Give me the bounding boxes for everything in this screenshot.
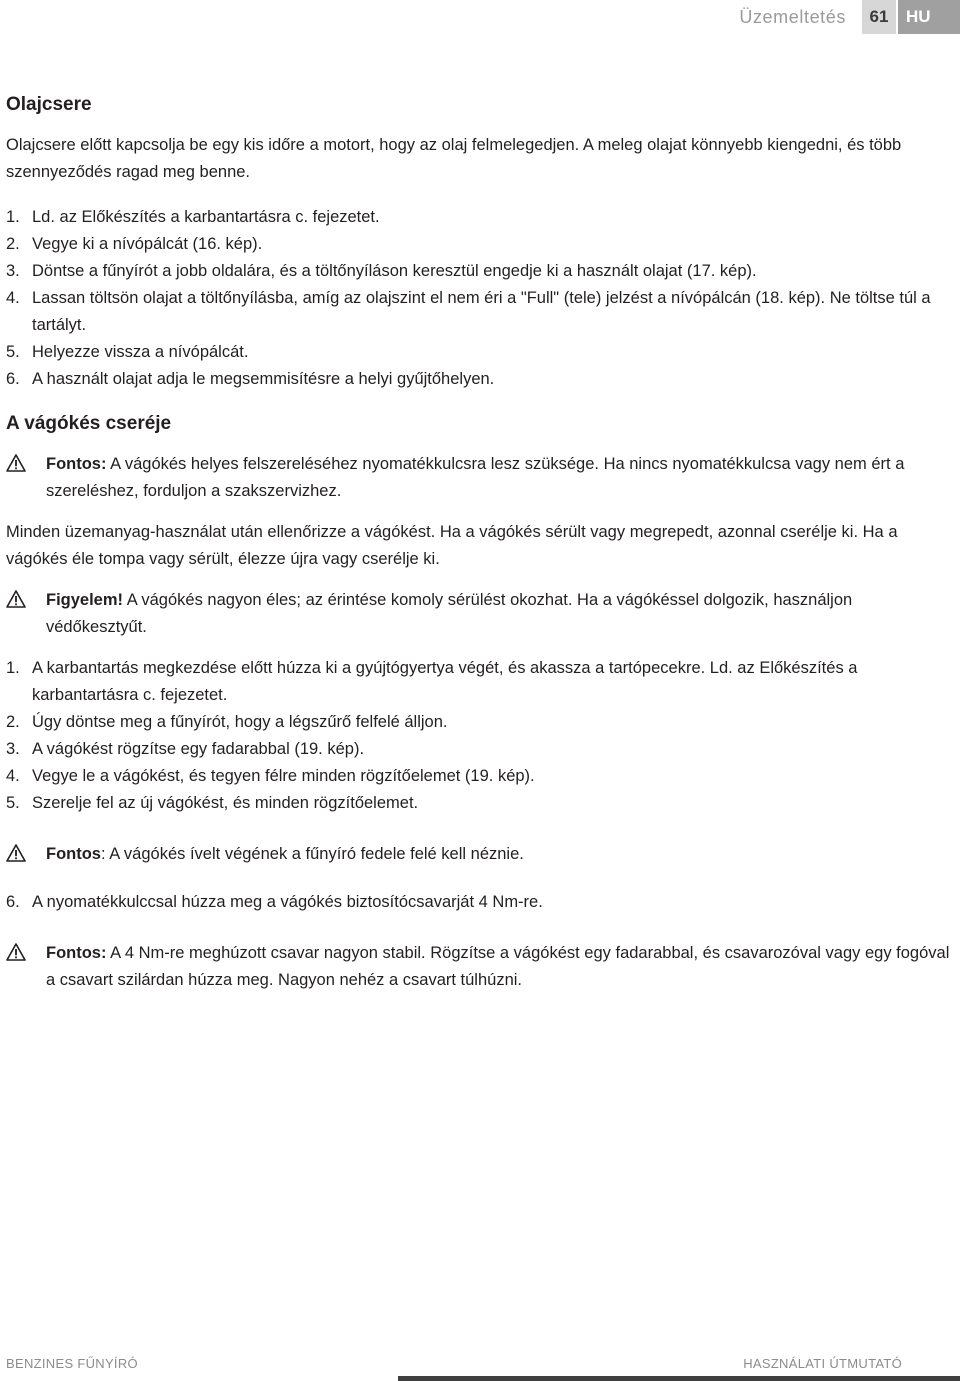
warning-icon xyxy=(6,451,46,505)
footer-bar xyxy=(398,1376,960,1381)
footer-document-type: HASZNÁLATI ÚTMUTATÓ xyxy=(743,1356,902,1371)
oil-intro: Olajcsere előtt kapcsolja be egy kis időre a motort, hogy az olaj felmelegedjen. A meleg olajat könnyebb kiengedni, és több szennyeződés ragad meg benne. xyxy=(6,136,902,181)
oil-steps-list xyxy=(6,204,952,393)
list-item: 2. Úgy döntse meg a fűnyírót, hogy a légszűrő felfelé álljon. xyxy=(6,713,448,731)
page-header xyxy=(0,0,960,36)
blade-steps-list xyxy=(6,655,952,817)
page-number: 61 xyxy=(862,0,896,34)
warning-note: Fontos: A vágókés ívelt végének a fűnyíró fedele felé kell néznie. xyxy=(6,841,952,871)
caution-note: Figyelem! A vágókés nagyon éles; az érintése komoly sérülést okozhat. Ha a vágókéssel dolgozik, használjon védőkesztyűt. xyxy=(6,587,952,641)
blade-replacement-heading: A vágókés cseréje xyxy=(6,413,172,434)
list-item: 4. Lassan töltsön olajat a töltőnyílásba, amíg az olajszint el nem éri a "Full" (tele) jelzést a nívópálcán (18. kép). Ne töltse túl a tartályt. xyxy=(6,289,931,334)
list-item: 4. Vegye le a vágókést, és tegyen félre minden rögzítőelemet (19. kép). xyxy=(6,767,535,785)
warning-note: Fontos: A vágókés helyes felszereléséhez nyomatékkulcsra lesz szüksége. Ha nincs nyomatékkulcsa vagy nem ért a szereléshez, forduljon a szakszervizhez. xyxy=(6,451,952,505)
warning-icon xyxy=(6,587,46,641)
list-item: 3. Döntse a fűnyírót a jobb oldalára, és a töltőnyíláson keresztül engedje ki a használt olajat (17. kép). xyxy=(6,262,757,280)
list-item: 6. A nyomatékkulccsal húzza meg a vágókés biztosítócsavarját 4 Nm-re. xyxy=(6,893,543,911)
list-item: 1. A karbantartás megkezdése előtt húzza ki a gyújtógyertya végét, és akassza a tartópecekre. Ld. az Előkészítés a karbantartásra c. fejezetet. xyxy=(6,659,858,704)
page-content xyxy=(6,92,952,994)
section-title: Üzemeltetés xyxy=(739,7,846,27)
footer-product-name: BENZINES FŰNYÍRÓ xyxy=(6,1356,138,1371)
list-item: 3. A vágókést rögzítse egy fadarabbal (19. kép). xyxy=(6,740,365,758)
oil-change-heading: Olajcsere xyxy=(6,94,92,115)
list-item: 1. Ld. az Előkészítés a karbantartásra c. fejezetet. xyxy=(6,208,380,226)
blade-inspection-paragraph: Minden üzemanyag-használat után ellenőrizze a vágókést. Ha a vágókés sérült vagy megrepedt, azonnal cserélje ki. Ha a vágókés éle tompa vagy sérült, élezze újra vagy cserélje ki. xyxy=(6,523,898,568)
warning-icon xyxy=(6,940,46,994)
warning-note: Fontos: A 4 Nm-re meghúzott csavar nagyon stabil. Rögzítse a vágókést egy fadarabbal, és csavarozóval vagy egy fogóval a csavart szilárdan húzza meg. Nagyon nehéz a csavart túlhúzni. xyxy=(6,940,952,994)
list-item: 2. Vegye ki a nívópálcát (16. kép). xyxy=(6,235,263,253)
list-item: 5. Szerelje fel az új vágókést, és minden rögzítőelemet. xyxy=(6,794,419,812)
blade-step-6 xyxy=(6,889,952,916)
list-item: 6. A használt olajat adja le megsemmisítésre a helyi gyűjtőhelyen. xyxy=(6,370,495,388)
warning-icon xyxy=(6,841,46,871)
list-item: 5. Helyezze vissza a nívópálcát. xyxy=(6,343,249,361)
language-badge: HU xyxy=(898,0,960,34)
